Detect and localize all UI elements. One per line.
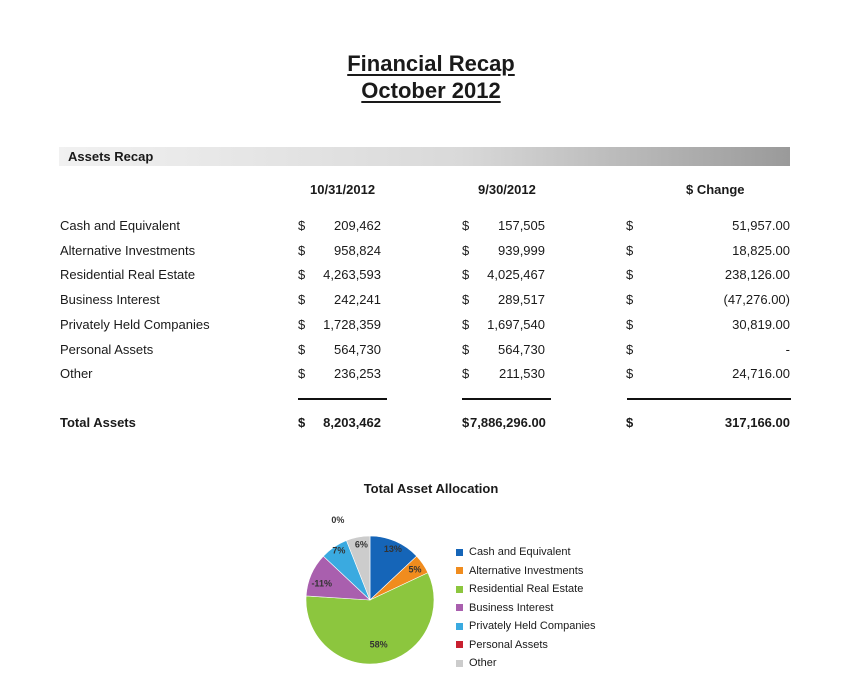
legend-swatch xyxy=(456,641,463,648)
dollar-sign: $ xyxy=(462,218,470,233)
dollar-sign: $ xyxy=(462,267,470,282)
dollar-sign: $ xyxy=(298,292,306,307)
report-title-line-2: October 2012 xyxy=(361,78,501,103)
dollar-sign: $ xyxy=(626,218,634,233)
legend-item xyxy=(456,636,596,655)
pie-data-label: 5% xyxy=(408,564,422,575)
report-title-line-1: Financial Recap xyxy=(347,51,515,76)
value-oct: 4,263,593 xyxy=(323,267,381,282)
dollar-sign: $ xyxy=(626,243,634,258)
total-label: Total Assets xyxy=(60,415,136,430)
value-change: 30,819.00 xyxy=(732,317,790,332)
row-label: Cash and Equivalent xyxy=(60,218,180,233)
total-rule-oct xyxy=(298,398,387,400)
dollar-sign: $ xyxy=(298,317,306,332)
dollar-sign: $ xyxy=(298,366,306,381)
chart-title: Total Asset Allocation xyxy=(363,481,499,496)
legend-item xyxy=(456,599,596,618)
row-label: Alternative Investments xyxy=(60,243,196,258)
pie-data-label: 7% xyxy=(332,545,346,556)
chart-legend xyxy=(456,543,596,673)
dollar-sign: $ xyxy=(626,292,634,307)
legend-swatch xyxy=(456,623,463,630)
pie-data-label: 58% xyxy=(369,639,388,650)
dollar-sign: $ xyxy=(626,317,634,332)
pie-data-label: 6% xyxy=(354,539,368,550)
value-change: - xyxy=(785,342,790,357)
total-rule-sep xyxy=(462,398,551,400)
value-sep: 4,025,467 xyxy=(487,267,545,282)
legend-swatch xyxy=(456,549,463,556)
total-dollar-change: $ xyxy=(626,415,634,430)
value-oct: 958,824 xyxy=(334,243,381,258)
column-header-sep: 9/30/2012 xyxy=(478,182,536,197)
value-change: 51,957.00 xyxy=(732,218,790,233)
value-oct: 209,462 xyxy=(334,218,381,233)
row-label: Residential Real Estate xyxy=(60,267,196,282)
legend-label: Other xyxy=(469,657,497,670)
dollar-sign: $ xyxy=(298,267,306,282)
pie-data-label: -11% xyxy=(311,578,332,589)
legend-item xyxy=(456,654,596,673)
legend-label: Cash and Equivalent xyxy=(469,546,571,559)
report-title xyxy=(0,50,862,104)
legend-item xyxy=(456,562,596,581)
value-oct: 564,730 xyxy=(334,342,381,357)
total-rule-change xyxy=(627,398,791,400)
total-value-change: 317,166.00 xyxy=(724,415,790,430)
legend-label: Privately Held Companies xyxy=(469,620,596,633)
dollar-sign: $ xyxy=(626,267,634,282)
value-sep: 1,697,540 xyxy=(487,317,545,332)
legend-swatch xyxy=(456,660,463,667)
dollar-sign: $ xyxy=(462,317,470,332)
total-value-oct: 8,203,462 xyxy=(323,415,381,430)
column-header-oct: 10/31/2012 xyxy=(310,182,376,197)
value-sep: 157,505 xyxy=(498,218,545,233)
legend-label: Alternative Investments xyxy=(469,564,584,577)
total-value-sep: 7,886,296.00 xyxy=(470,415,546,430)
legend-item xyxy=(456,543,596,562)
value-sep: 939,999 xyxy=(498,243,545,258)
dollar-sign: $ xyxy=(626,342,634,357)
value-oct: 1,728,359 xyxy=(323,317,381,332)
section-header-bar xyxy=(59,147,790,166)
total-dollar-oct: $ xyxy=(298,415,306,430)
value-change: 18,825.00 xyxy=(732,243,790,258)
total-dollar-sep: $ xyxy=(462,415,470,430)
legend-swatch xyxy=(456,604,463,611)
value-change: 24,716.00 xyxy=(732,366,790,381)
dollar-sign: $ xyxy=(462,342,470,357)
value-change: 238,126.00 xyxy=(724,267,790,282)
pie-data-label: 0% xyxy=(331,515,345,525)
row-label: Other xyxy=(60,366,93,381)
pie-data-label: 13% xyxy=(383,544,402,555)
dollar-sign: $ xyxy=(462,366,470,381)
column-header-change: $ Change xyxy=(686,182,745,197)
value-sep: 289,517 xyxy=(498,292,545,307)
allocation-pie-chart xyxy=(295,515,465,675)
legend-swatch xyxy=(456,567,463,574)
row-label: Personal Assets xyxy=(60,342,154,357)
row-label: Privately Held Companies xyxy=(60,317,210,332)
dollar-sign: $ xyxy=(298,342,306,357)
row-label: Business Interest xyxy=(60,292,160,307)
dollar-sign: $ xyxy=(626,366,634,381)
value-change: (47,276.00) xyxy=(723,292,790,307)
value-sep: 564,730 xyxy=(498,342,545,357)
value-oct: 242,241 xyxy=(334,292,381,307)
dollar-sign: $ xyxy=(462,243,470,258)
legend-label: Residential Real Estate xyxy=(469,583,584,596)
legend-item xyxy=(456,617,596,636)
value-oct: 236,253 xyxy=(334,366,381,381)
legend-label: Personal Assets xyxy=(469,638,548,651)
value-sep: 211,530 xyxy=(498,366,545,381)
legend-item xyxy=(456,580,596,599)
dollar-sign: $ xyxy=(298,218,306,233)
dollar-sign: $ xyxy=(462,292,470,307)
legend-label: Business Interest xyxy=(469,601,554,614)
section-header-title: Assets Recap xyxy=(68,149,154,164)
legend-swatch xyxy=(456,586,463,593)
dollar-sign: $ xyxy=(298,243,306,258)
